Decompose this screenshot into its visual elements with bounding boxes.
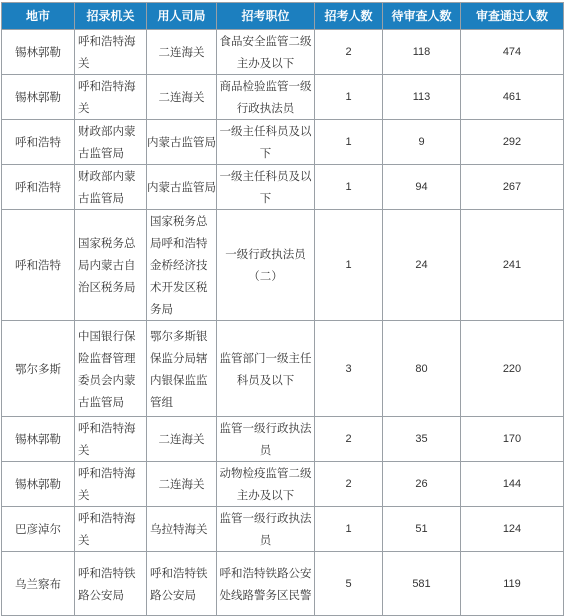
- cell-pending: 51: [383, 507, 461, 552]
- cell-quota: 1: [315, 120, 383, 165]
- cell-city: 鄂尔多斯: [2, 321, 75, 417]
- cell-pending: 581: [383, 552, 461, 616]
- table-row: [2, 417, 564, 462]
- header-employing-bureau: 用人司局: [147, 3, 217, 30]
- header-row: [2, 3, 564, 30]
- cell-passed: 241: [461, 210, 564, 321]
- cell-quota: 2: [315, 417, 383, 462]
- cell-city: 乌兰察布: [2, 552, 75, 616]
- cell-position: 一级行政执法员（二）: [217, 210, 315, 321]
- cell-recruiting-agency: 呼和浩特海关: [75, 417, 147, 462]
- cell-employing-bureau: 内蒙古监管局: [147, 120, 217, 165]
- cell-position: 动物检疫监管二级主办及以下: [217, 462, 315, 507]
- table-row: [2, 321, 564, 417]
- cell-quota: 1: [315, 507, 383, 552]
- cell-quota: 5: [315, 552, 383, 616]
- cell-quota: 3: [315, 321, 383, 417]
- exam-review-table: [1, 2, 564, 616]
- cell-recruiting-agency: 国家税务总局内蒙古自治区税务局: [75, 210, 147, 321]
- cell-position: 商品检验监管一级行政执法员: [217, 75, 315, 120]
- cell-passed: 292: [461, 120, 564, 165]
- cell-employing-bureau: 二连海关: [147, 30, 217, 75]
- cell-quota: 2: [315, 30, 383, 75]
- cell-quota: 2: [315, 462, 383, 507]
- cell-passed: 144: [461, 462, 564, 507]
- cell-pending: 35: [383, 417, 461, 462]
- table-row: [2, 507, 564, 552]
- cell-city: 锡林郭勒: [2, 462, 75, 507]
- cell-city: 锡林郭勒: [2, 417, 75, 462]
- cell-employing-bureau: 二连海关: [147, 417, 217, 462]
- cell-pending: 24: [383, 210, 461, 321]
- cell-employing-bureau: 国家税务总局呼和浩特金桥经济技术开发区税务局: [147, 210, 217, 321]
- cell-city: 锡林郭勒: [2, 30, 75, 75]
- cell-city: 呼和浩特: [2, 120, 75, 165]
- cell-recruiting-agency: 财政部内蒙古监管局: [75, 165, 147, 210]
- cell-recruiting-agency: 呼和浩特海关: [75, 75, 147, 120]
- cell-pending: 9: [383, 120, 461, 165]
- cell-position: 一级主任科员及以下: [217, 165, 315, 210]
- table-row: [2, 120, 564, 165]
- cell-employing-bureau: 鄂尔多斯银保监分局辖内银保监监管组: [147, 321, 217, 417]
- table-row: [2, 30, 564, 75]
- cell-position: 一级主任科员及以下: [217, 120, 315, 165]
- cell-passed: 267: [461, 165, 564, 210]
- cell-recruiting-agency: 财政部内蒙古监管局: [75, 120, 147, 165]
- header-quota: 招考人数: [315, 3, 383, 30]
- header-city: 地市: [2, 3, 75, 30]
- table-row: [2, 552, 564, 616]
- cell-city: 巴彦淖尔: [2, 507, 75, 552]
- cell-employing-bureau: 二连海关: [147, 75, 217, 120]
- cell-recruiting-agency: 呼和浩特铁路公安局: [75, 552, 147, 616]
- cell-pending: 118: [383, 30, 461, 75]
- table-row: [2, 210, 564, 321]
- cell-pending: 80: [383, 321, 461, 417]
- header-passed-review: 审查通过人数: [461, 3, 564, 30]
- header-recruiting-agency: 招录机关: [75, 3, 147, 30]
- cell-passed: 124: [461, 507, 564, 552]
- header-position: 招考职位: [217, 3, 315, 30]
- cell-passed: 119: [461, 552, 564, 616]
- cell-city: 呼和浩特: [2, 210, 75, 321]
- cell-passed: 220: [461, 321, 564, 417]
- cell-employing-bureau: 乌拉特海关: [147, 507, 217, 552]
- cell-passed: 474: [461, 30, 564, 75]
- cell-passed: 461: [461, 75, 564, 120]
- cell-position: 监管一级行政执法员: [217, 417, 315, 462]
- header-pending-review: 待审查人数: [383, 3, 461, 30]
- cell-pending: 113: [383, 75, 461, 120]
- cell-passed: 170: [461, 417, 564, 462]
- cell-pending: 94: [383, 165, 461, 210]
- cell-quota: 1: [315, 75, 383, 120]
- cell-recruiting-agency: 呼和浩特海关: [75, 507, 147, 552]
- cell-city: 锡林郭勒: [2, 75, 75, 120]
- table-row: [2, 462, 564, 507]
- cell-recruiting-agency: 中国银行保险监督管理委员会内蒙古监管局: [75, 321, 147, 417]
- cell-employing-bureau: 呼和浩特铁路公安局: [147, 552, 217, 616]
- cell-position: 呼和浩特铁路公安处线路警务区民警: [217, 552, 315, 616]
- cell-quota: 1: [315, 165, 383, 210]
- cell-employing-bureau: 二连海关: [147, 462, 217, 507]
- table-row: [2, 75, 564, 120]
- cell-city: 呼和浩特: [2, 165, 75, 210]
- cell-position: 监管一级行政执法员: [217, 507, 315, 552]
- cell-position: 食品安全监管二级主办及以下: [217, 30, 315, 75]
- cell-recruiting-agency: 呼和浩特海关: [75, 30, 147, 75]
- cell-pending: 26: [383, 462, 461, 507]
- cell-employing-bureau: 内蒙古监管局: [147, 165, 217, 210]
- cell-quota: 1: [315, 210, 383, 321]
- cell-position: 监管部门一级主任科员及以下: [217, 321, 315, 417]
- table-row: [2, 165, 564, 210]
- cell-recruiting-agency: 呼和浩特海关: [75, 462, 147, 507]
